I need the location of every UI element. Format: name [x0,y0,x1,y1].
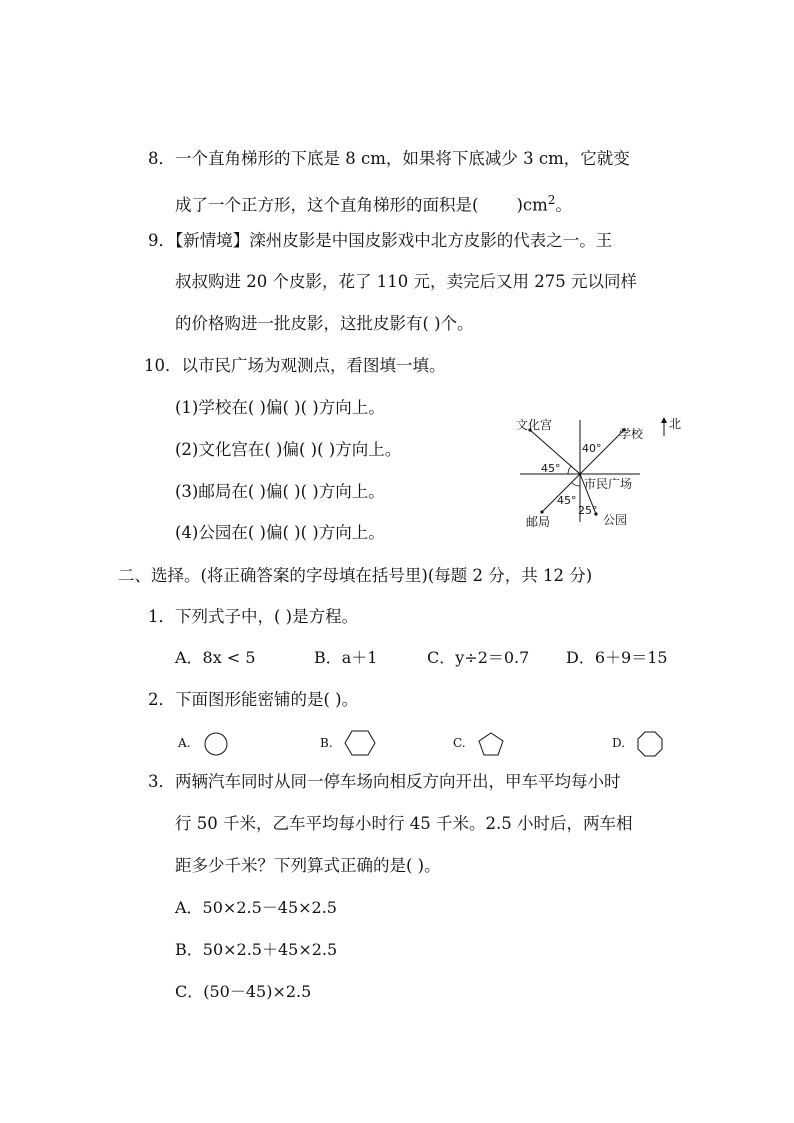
q8-superscript: 2 [547,193,556,207]
c2-option-a [178,733,190,753]
c2-option-b [320,733,333,753]
q8-line2-text-a: 成了一个正方形，这个直角梯形的面积是( [175,195,479,215]
c3-line1: 3．两辆汽车同时从同一停车场向相反方向开出，甲车平均每小时 [148,772,621,791]
c1-option-d: D．6＋9＝15 [566,648,668,667]
label-angle-45-top: 45° [541,462,561,475]
north-arrow-head-icon [661,417,667,423]
c1-stem: 1．下列式子中，( )是方程。 [148,607,359,626]
c3-option-b: B．50×2.5＋45×2.5 [175,940,338,959]
q10-item-4: (4)公园在( )偏( )( )方向上。 [175,523,385,542]
arc-45-top [568,466,572,475]
q10-item-2: (2)文化宫在( )偏( )( )方向上。 [175,440,402,459]
arc-45-bottom [572,483,581,487]
c2-option-b-label: B. [320,736,333,750]
c1-option-c: C．y÷2＝0.7 [427,648,530,667]
q8-line2 [175,189,572,217]
label-angle-40: 40° [582,442,602,455]
section2-title: 二、选择。(将正确答案的字母填在括号里)(每题 2 分，共 12 分) [118,566,593,585]
hexagon-icon [344,729,376,757]
q9-line1: 9．【新情境】滦州皮影是中国皮影戏中北方皮影的代表之一。王 [148,231,613,250]
c2-option-c [453,733,466,753]
octagon-icon [636,730,664,758]
q8-line2-text-b: )cm [516,195,548,215]
q10-item-3: (3)邮局在( )偏( )( )方向上。 [175,482,385,501]
c3-option-a: A．50×2.5－45×2.5 [175,898,337,917]
pentagon-icon [477,731,505,757]
c2-stem: 2．下面图形能密铺的是( )。 [148,690,359,709]
q8-line2-text-c: 。 [555,195,572,215]
q9-line3: 的价格购进一批皮影，这批皮影有( )个。 [175,314,474,333]
c3-option-c: C．(50－45)×2.5 [175,982,312,1001]
c3-line3: 距多少千米？下列算式正确的是( )。 [175,856,441,875]
label-post-office: 邮局 [526,515,551,529]
label-angle-25: 25° [578,504,598,517]
label-north: 北 [669,417,682,431]
label-culture-palace: 文化宫 [516,418,553,432]
q9-line2: 叔叔购进 20 个皮影，花了 110 元，卖完后又用 275 元以同样 [175,272,637,291]
c2-option-a-label: A. [178,736,191,750]
label-angle-45-bottom: 45° [557,494,577,507]
c2-option-d [612,733,625,753]
direction-diagram [512,412,712,532]
c3-line2: 行 50 千米，乙车平均每小时行 45 千米。2.5 小时后，两车相 [175,814,633,833]
label-school: 学校 [619,427,644,441]
c2-option-c-label: C. [453,736,466,750]
label-park: 公园 [603,513,628,527]
c1-option-a: A．8x < 5 [175,648,256,667]
label-square: 市民广场 [584,477,633,491]
q10-item-1: (1)学校在( )偏( )( )方向上。 [175,398,385,417]
q8-line1: 8．一个直角梯形的下底是 8 cm，如果将下底减少 3 cm，它就变 [148,149,630,168]
q10-title: 10．以市民广场为观测点，看图填一填。 [144,356,446,375]
c2-option-d-label: D. [612,736,626,750]
post-office-dot [540,510,543,513]
circle-icon [203,731,229,757]
c1-option-b: B．a＋1 [314,648,378,667]
